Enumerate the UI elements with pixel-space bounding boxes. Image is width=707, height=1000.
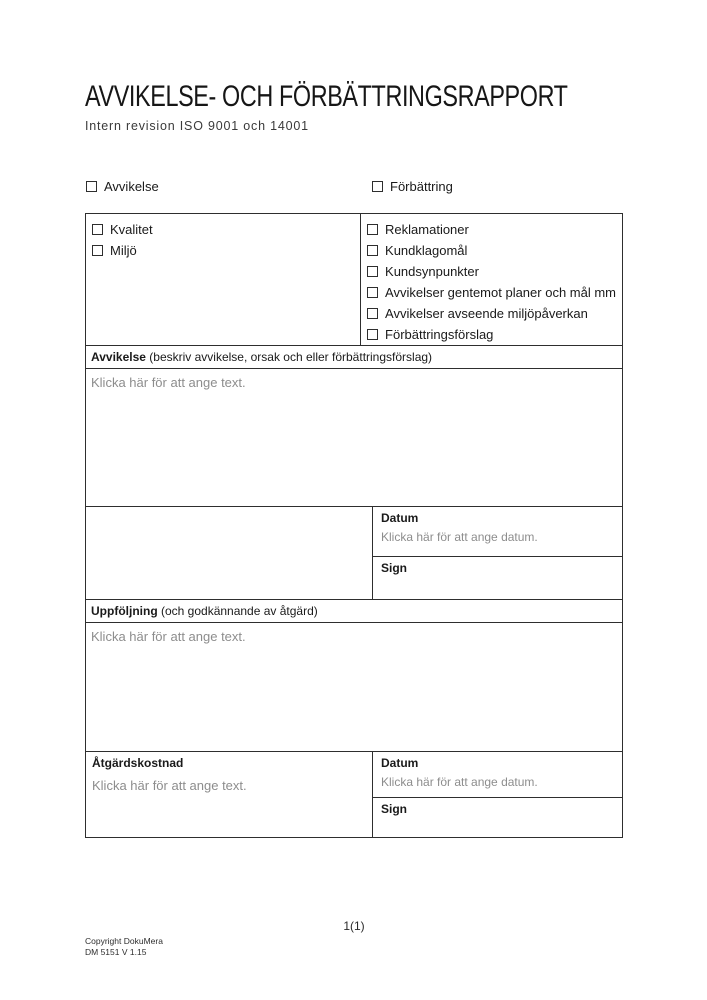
- forbattring-type-option[interactable]: [372, 176, 453, 197]
- uppfoljning-section-header: [86, 600, 622, 623]
- reklamationer-label: Reklamationer: [385, 222, 469, 237]
- sign-field-1[interactable]: [373, 557, 622, 599]
- forbattringsforslag-checkbox-icon[interactable]: [367, 329, 378, 340]
- category-cell-left: [86, 214, 361, 345]
- avvikelse-section-label: Avvikelse: [91, 350, 146, 364]
- datum-sign-row: [86, 507, 622, 600]
- datum-label-1: Datum: [381, 511, 419, 525]
- page-title: AVVIKELSE- OCH FÖRBÄTTRINGSRAPPORT: [85, 80, 568, 113]
- uppfoljning-section-label: Uppföljning: [91, 604, 158, 618]
- category-cell-right: [361, 214, 622, 345]
- copyright-block: [85, 936, 163, 957]
- uppfoljning-text-field[interactable]: [86, 623, 622, 752]
- avvikelse-text-placeholder[interactable]: Klicka här för att ange text.: [91, 375, 246, 390]
- avvikelser-planer-label: Avvikelser gentemot planer och mål mm: [385, 285, 616, 300]
- avvikelse-type-option[interactable]: [86, 176, 159, 197]
- avvikelser-planer-option[interactable]: [367, 282, 616, 303]
- miljo-label: Miljö: [110, 243, 137, 258]
- avvikelse-section-header: [86, 346, 622, 369]
- atgardskostnad-placeholder[interactable]: Klicka här för att ange text.: [92, 778, 247, 793]
- copyright-line-2: DM 5151 V 1.15: [85, 946, 147, 957]
- datum-sign-cell: [373, 507, 622, 599]
- kundsynpunkter-checkbox-icon[interactable]: [367, 266, 378, 277]
- avvikelser-miljo-label: Avvikelser avseende miljöpåverkan: [385, 306, 588, 321]
- reklamationer-checkbox-icon[interactable]: [367, 224, 378, 235]
- kvalitet-checkbox-icon[interactable]: [92, 224, 103, 235]
- bottom-row: [86, 752, 622, 837]
- uppfoljning-section-hint: (och godkännande av åtgärd): [157, 604, 318, 618]
- miljo-option[interactable]: [92, 240, 354, 261]
- avvikelse-checkbox-label: Avvikelse: [104, 179, 159, 194]
- forbattring-checkbox-label: Förbättring: [390, 179, 453, 194]
- kvalitet-option[interactable]: [92, 219, 354, 240]
- kundsynpunkter-option[interactable]: [367, 261, 616, 282]
- forbattringsforslag-option[interactable]: [367, 324, 616, 345]
- datum-sign-cell-2: [373, 752, 622, 837]
- reklamationer-option[interactable]: [367, 219, 616, 240]
- page-number: 1(1): [343, 919, 365, 933]
- page-subtitle: Intern revision ISO 9001 och 14001: [85, 119, 309, 133]
- sign-field-2[interactable]: [373, 798, 622, 837]
- kundklagomal-option[interactable]: [367, 240, 616, 261]
- form-table: [85, 213, 623, 838]
- empty-cell: [86, 507, 373, 599]
- kvalitet-label: Kvalitet: [110, 222, 153, 237]
- uppfoljning-text-placeholder[interactable]: Klicka här för att ange text.: [91, 629, 246, 644]
- sign-label-2: Sign: [381, 802, 407, 816]
- avvikelse-section-hint: (beskriv avvikelse, orsak och eller förbättringsförslag): [145, 350, 433, 364]
- atgardskostnad-field[interactable]: [86, 752, 373, 837]
- miljo-checkbox-icon[interactable]: [92, 245, 103, 256]
- datum-field-1[interactable]: [373, 507, 622, 557]
- datum-label-2: Datum: [381, 756, 419, 770]
- avvikelser-miljo-option[interactable]: [367, 303, 616, 324]
- forbattringsforslag-label: Förbättringsförslag: [385, 327, 494, 342]
- datum-field-2[interactable]: [373, 752, 622, 798]
- datum-placeholder-2[interactable]: Klicka här för att ange datum.: [381, 775, 538, 789]
- atgardskostnad-label: Åtgärdskostnad: [92, 756, 184, 770]
- category-row: [86, 214, 622, 346]
- datum-placeholder-1[interactable]: Klicka här för att ange datum.: [381, 530, 538, 544]
- kundklagomal-checkbox-icon[interactable]: [367, 245, 378, 256]
- avvikelse-text-field[interactable]: [86, 369, 622, 507]
- avvikelser-planer-checkbox-icon[interactable]: [367, 287, 378, 298]
- forbattring-checkbox-icon[interactable]: [372, 181, 383, 192]
- sign-label-1: Sign: [381, 561, 407, 575]
- copyright-line-1: Copyright DokuMera: [85, 936, 163, 946]
- kundsynpunkter-label: Kundsynpunkter: [385, 264, 479, 279]
- kundklagomal-label: Kundklagomål: [385, 243, 468, 258]
- avvikelser-miljo-checkbox-icon[interactable]: [367, 308, 378, 319]
- avvikelse-checkbox-icon[interactable]: [86, 181, 97, 192]
